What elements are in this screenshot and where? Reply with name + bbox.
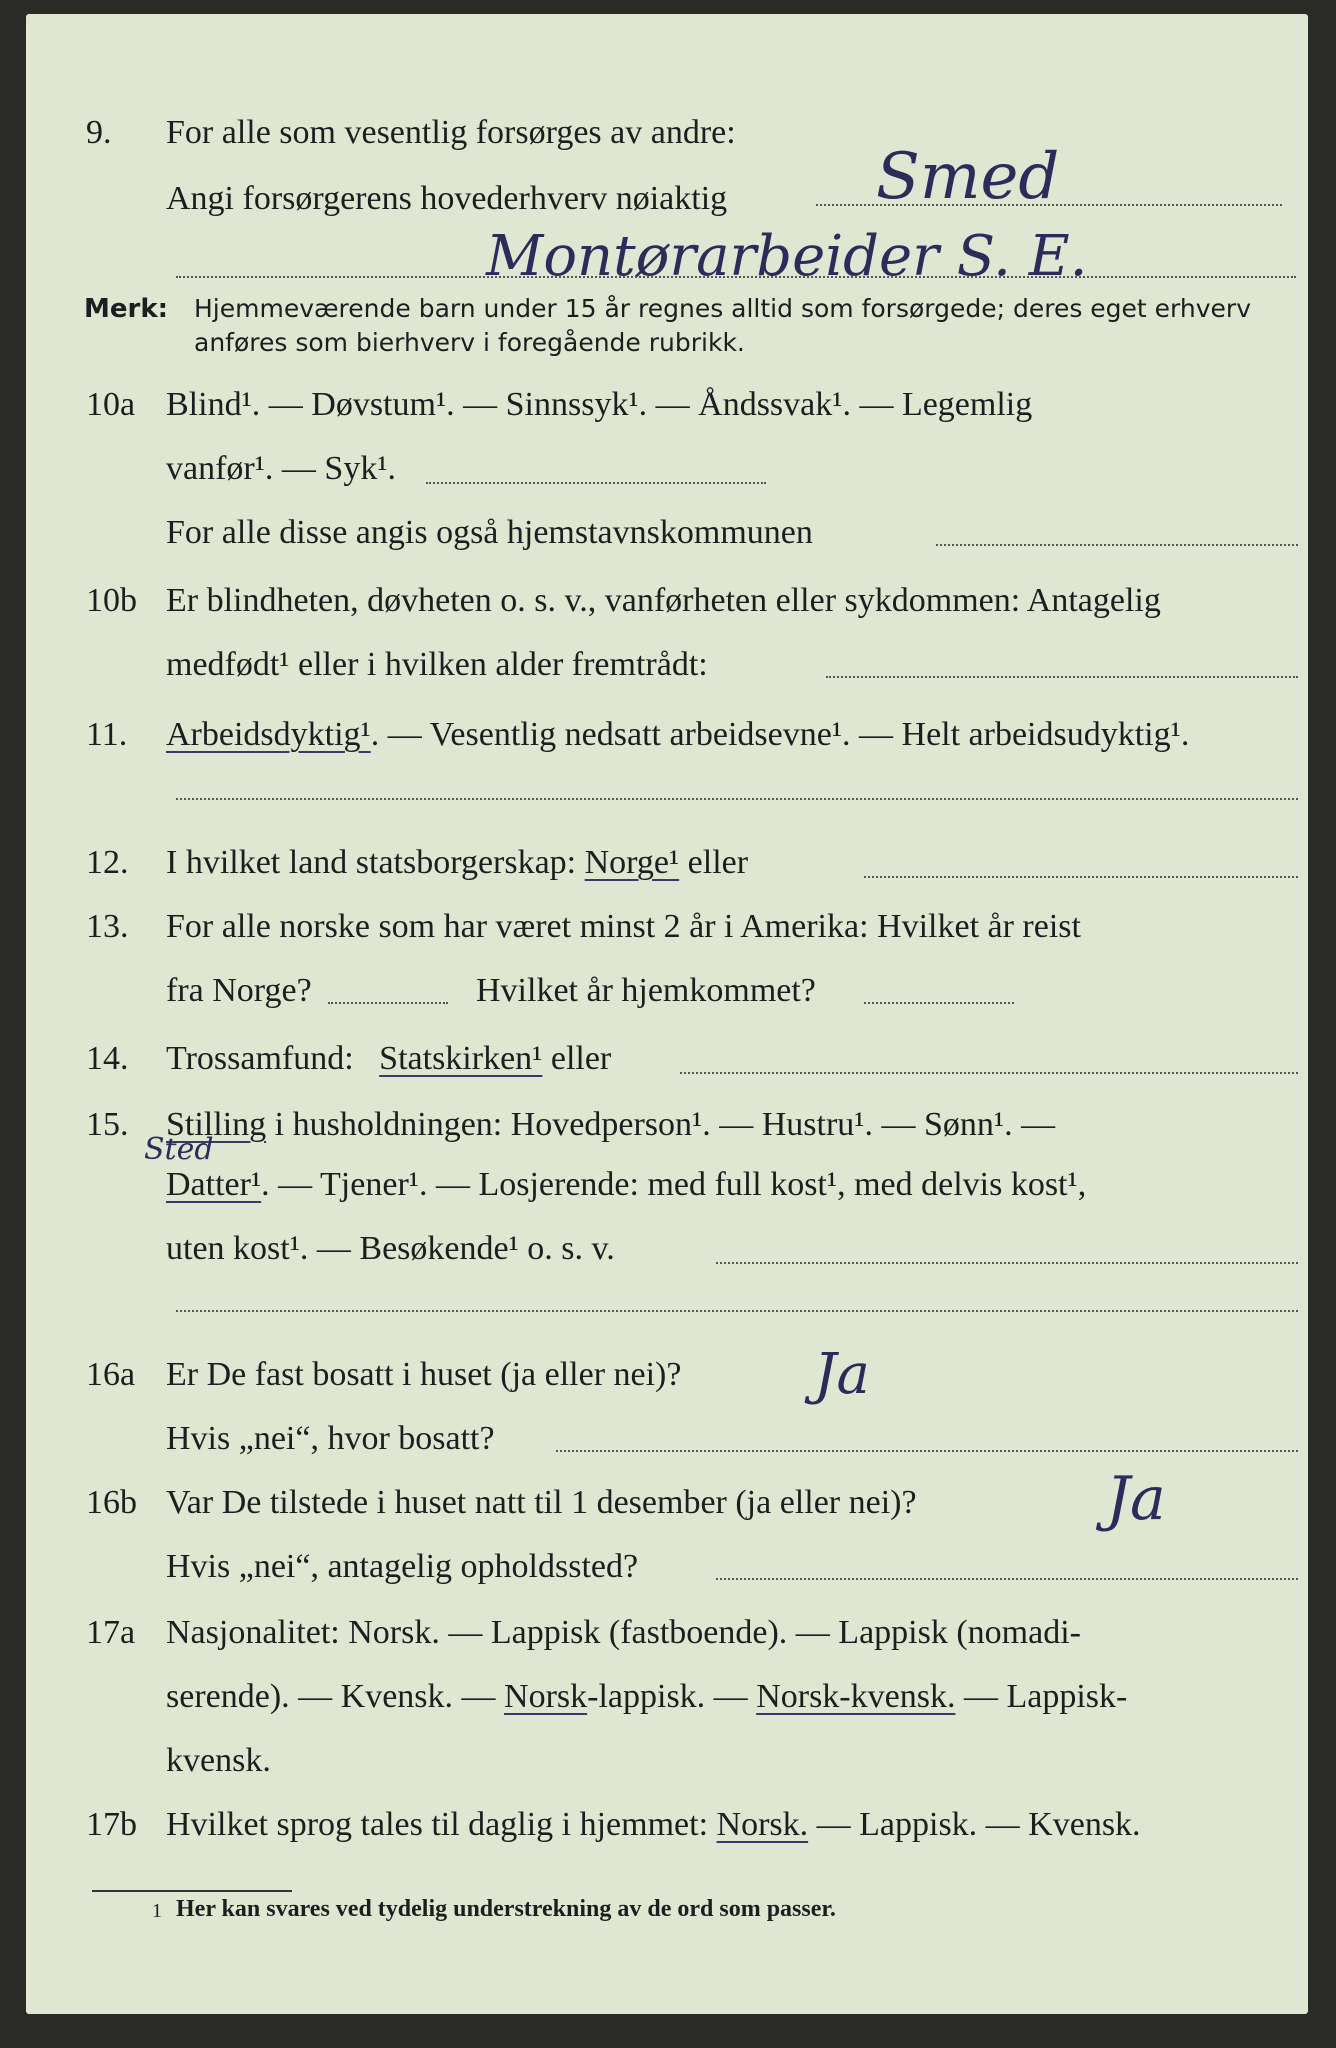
q10a-fill-line-1: [426, 482, 766, 484]
q16b-line1: Var De tilstede i huset natt til 1 desember (ja eller nei)?: [166, 1484, 917, 1521]
q16a-fill-line: [556, 1450, 1298, 1452]
q10b-line2: medfødt¹ eller i hvilken alder fremtrådt:: [166, 646, 708, 683]
q15-fill-line-2: [176, 1310, 1298, 1312]
q14-number: 14.: [86, 1040, 129, 1077]
q16a-answer: Ja: [814, 1342, 870, 1407]
q13-line2b: Hvilket år hjemkommet?: [476, 972, 816, 1009]
q13-fill-line-2: [864, 1002, 1014, 1004]
footnote-text: Her kan svares ved tydelig understrekning av de ord som passer.: [176, 1896, 836, 1922]
q11-fill-line: [176, 798, 1298, 800]
q17a-line1: Nasjonalitet: Norsk. — Lappisk (fastboende). — Lappisk (nomadi-: [166, 1614, 1081, 1651]
q17a-option-norsk: Norsk: [504, 1678, 588, 1715]
q11-line: [166, 716, 1189, 754]
q15-line2: [166, 1166, 1086, 1204]
q10a-number: 10a: [86, 386, 136, 423]
q9-line1: For alle som vesentlig forsørges av andre:: [166, 114, 736, 151]
q14-question: Trossamfund:: [166, 1040, 354, 1077]
q17a-option-norsk-kvensk: Norsk-kvensk.: [756, 1678, 956, 1715]
q13-line1: For alle norske som har været minst 2 år i Amerika: Hvilket år reist: [166, 908, 1081, 945]
q15-number: 15.: [86, 1106, 129, 1143]
q9-number: 9.: [86, 114, 112, 151]
q16b-fill-line: [716, 1578, 1298, 1580]
q17a-number: 17a: [86, 1614, 136, 1651]
q17b-rest: — Lappisk. — Kvensk.: [816, 1806, 1141, 1843]
q12-option-norge: Norge¹: [584, 844, 680, 881]
q15-stilling: Stilling: [166, 1106, 267, 1143]
q9-fill-line-2: [176, 276, 1296, 278]
q16b-number: 16b: [86, 1484, 137, 1521]
q14-option-statskirken: Statskirken¹: [379, 1040, 543, 1077]
merk-line2: anføres som bierhverv i foregående rubrikk.: [194, 328, 745, 357]
q10b-number: 10b: [86, 582, 137, 619]
q10b-line1: Er blindheten, døvheten o. s. v., vanførheten eller sykdommen: Antagelig: [166, 582, 1161, 619]
q10a-line1: Blind¹. — Døvstum¹. — Sinnssyk¹. — Åndssvak¹. — Legemlig: [166, 386, 1033, 423]
q15-fill-line-1: [716, 1262, 1298, 1264]
q10b-fill-line: [826, 676, 1298, 678]
q9-answer-1: Smed: [876, 140, 1060, 214]
q15-line1-rest: i husholdningen: Hovedperson¹. — Hustru¹. — Sønn¹. —: [274, 1106, 1056, 1143]
q10a-fill-line-2: [936, 544, 1298, 546]
q17a-line2: [166, 1678, 1127, 1716]
q15-line3: uten kost¹. — Besøkende¹ o. s. v.: [166, 1230, 615, 1267]
q13-number: 13.: [86, 908, 129, 945]
q9-answer-2: Montørarbeider S. E.: [486, 224, 1088, 289]
q16b-line2: Hvis „nei“, antagelig opholdssted?: [166, 1548, 639, 1585]
q17a-line2-part1: serende). — Kvensk. —: [166, 1678, 496, 1715]
q11-rest: . — Vesentlig nedsatt arbeidsevne¹. — Helt arbeidsudyktig¹.: [370, 716, 1190, 753]
q17a-line2-part5: — Lappisk-: [963, 1678, 1128, 1715]
q12-number: 12.: [86, 844, 129, 881]
q12-line: [166, 844, 748, 882]
q16a-number: 16a: [86, 1356, 136, 1393]
q11-option-arbeidsdyktig: Arbeidsdyktig¹: [166, 716, 371, 753]
q17a-line2-part3: -lappisk. —: [587, 1678, 748, 1715]
q16a-line2: Hvis „nei“, hvor bosatt?: [166, 1420, 495, 1457]
q14-line: [166, 1040, 611, 1078]
footnote-rule: [92, 1890, 292, 1892]
q17b-number: 17b: [86, 1806, 137, 1843]
q17b-question: Hvilket sprog tales til daglig i hjemmet:: [166, 1806, 709, 1843]
q16b-answer: Ja: [1106, 1464, 1166, 1534]
q10a-line3: For alle disse angis også hjemstavnskommunen: [166, 514, 813, 551]
q14-fill-line: [680, 1072, 1298, 1074]
q9-fill-line-1: [816, 204, 1282, 206]
q17b-option-norsk: Norsk.: [716, 1806, 809, 1843]
q12-fill-line: [864, 876, 1298, 878]
merk-label: Merk:: [84, 294, 169, 324]
q14-eller: eller: [550, 1040, 612, 1077]
q12-eller: eller: [687, 844, 749, 881]
merk-line1: Hjemmeværende barn under 15 år regnes alltid som forsørgede; deres eget erhverv: [194, 294, 1251, 323]
census-form-page: [26, 14, 1308, 2014]
q17b-line: [166, 1806, 1141, 1844]
q11-number: 11.: [86, 716, 128, 753]
q15-line2-rest: . — Tjener¹. — Losjerende: med full kost¹, med delvis kost¹,: [261, 1166, 1087, 1203]
q12-question: I hvilket land statsborgerskap:: [166, 844, 577, 881]
q15-handwritten-sted: Sted: [144, 1132, 214, 1167]
q17a-line3: kvensk.: [166, 1742, 271, 1779]
q10a-line2: vanfør¹. — Syk¹.: [166, 450, 397, 487]
q13-fill-line-1: [328, 1002, 448, 1004]
q15-line1: [166, 1106, 1055, 1144]
q16a-line1: Er De fast bosatt i huset (ja eller nei)?: [166, 1356, 682, 1393]
q9-line2: Angi forsørgerens hovederhverv nøiaktig: [166, 180, 728, 217]
footnote-mark: 1: [152, 1900, 162, 1922]
q15-option-datter: Datter¹: [166, 1166, 262, 1203]
q13-line2a: fra Norge?: [166, 972, 312, 1009]
